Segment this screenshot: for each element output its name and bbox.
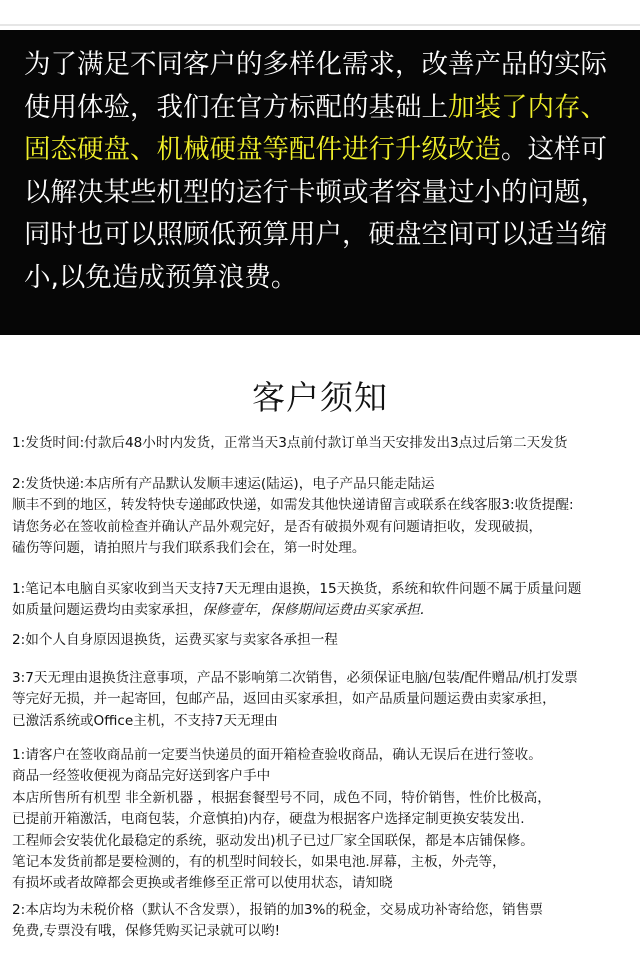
shipping-cost-paragraph [12, 630, 640, 651]
customer-notice [0, 357, 640, 971]
notice-title: 客户须知 [252, 378, 388, 417]
seven-day-return-paragraph [12, 668, 640, 732]
paragraph-line: 1:发货时间:付款后48小时内发货，正常当天3点前付款订单当天安排发出3点过后第二天发货 [12, 435, 568, 451]
paragraph-line: 免费,专票没有哦，保修凭购买记录就可以哟! [12, 923, 281, 940]
paragraph-line: 2:发货快递:本店所有产品默认发顺丰速运(陆运)，电子产品只能走陆运 [12, 476, 435, 492]
paragraph-line: 有损坏或者故障都会更换或者维修至正常可以使用状态，请知晓 [12, 875, 393, 892]
handwritten-note: 保修壹年，保修期间运费由买家承担. [202, 602, 425, 619]
shipping-courier-paragraph [12, 474, 640, 560]
paragraph-line: 如质量问题运费均由卖家承担，保修壹年，保修期间运费由买家承担. [12, 602, 425, 619]
paragraph-line: 等完好无损，并一起寄回，包邮产品，返回由买家承担，如产品质量问题运费由卖家承担， [12, 691, 556, 708]
paragraph-line: 笔记本发货前都是要检测的，有的机型时间较长，如果电池.屏幕，主板，外壳等， [12, 854, 506, 871]
paragraph-line: 1:笔记本电脑自买家收到当天支持7天无理由退换，15天换货，系统和软件问题不属于质量问题 [12, 581, 582, 597]
paragraph-line: 工程师会安装优化最稳定的系统，驱动发出)机子已过厂家全国联保，都是本店铺保修。 [12, 832, 534, 849]
section-gap [0, 335, 640, 357]
paragraph-line: 3:7天无理由退换货注意事项，产品不影响第二次销售，必须保证电脑/包装/配件赠品/机打发票 [12, 670, 578, 686]
invoice-paragraph [12, 900, 640, 943]
paragraph-line: 请您务必在签收前检查并确认产品外观完好，是否有破损外观有问题请拒收，发现破损， [12, 518, 543, 535]
paragraph-line: 本店所售所有机型 非全新机器 ，根据套餐型号不同，成色不同，特价销售，性价比极高， [12, 789, 551, 806]
top-divider [0, 24, 640, 26]
banner-line-3: 固态硬盘、机械硬盘等配件进行升级改造。这样可 [24, 134, 607, 166]
paragraph-line: 磕伤等问题，请拍照片与我们联系我们会在，第一时处理。 [12, 540, 366, 557]
paragraph-line: 1:请客户在签收商品前一定要当快递员的面开箱检查验收商品，确认无误后在进行签收。 [12, 747, 542, 763]
banner-highlight-1: 加装了内存、 [448, 91, 607, 123]
paragraph-line: 已激活系统或Office主机，不支持7天无理由 [12, 712, 278, 729]
banner-line-1: 为了满足不同客户的多样化需求，改善产品的实际 [24, 49, 607, 80]
banner-highlight-2: 固态硬盘、机械硬盘等配件进行升级改造 [24, 134, 501, 166]
upgrade-banner [0, 30, 640, 335]
return-policy-paragraph [12, 579, 640, 622]
banner-line-6: 小,以免造成预算浪费。 [24, 261, 298, 293]
inspection-paragraph [12, 745, 640, 895]
paragraph-line: 商品一经签收便视为商品完好送到客户手中 [12, 768, 271, 785]
shipping-time-paragraph [12, 433, 640, 454]
banner-line-2: 使用体验，我们在官方标配的基础上加装了内存、 [24, 91, 607, 123]
paragraph-line: 已提前开箱激活，电商包装，介意慎拍)内存，硬盘为根据客户选择定制更换安装发出. [12, 811, 525, 828]
top-strip [0, 0, 640, 30]
paragraph-line: 2:如个人自身原因退换货，运费买家与卖家各承担一程 [12, 632, 338, 648]
paragraph-line: 2:本店均为未税价格（默认不含发票），报销的加3%的税金，交易成功补寄给您，销售票 [12, 902, 543, 918]
banner-line-4: 以解决某些机型的运行卡顿或者容量过小的问题， [24, 176, 607, 208]
banner-line-5: 同时也可以照顾低预算用户，硬盘空间可以适当缩 [24, 219, 607, 251]
paragraph-line: 顺丰不到的地区，转发特快专递邮政快递，如需发其他快递请留言或联系在线客服3:收货提醒: [12, 497, 574, 514]
